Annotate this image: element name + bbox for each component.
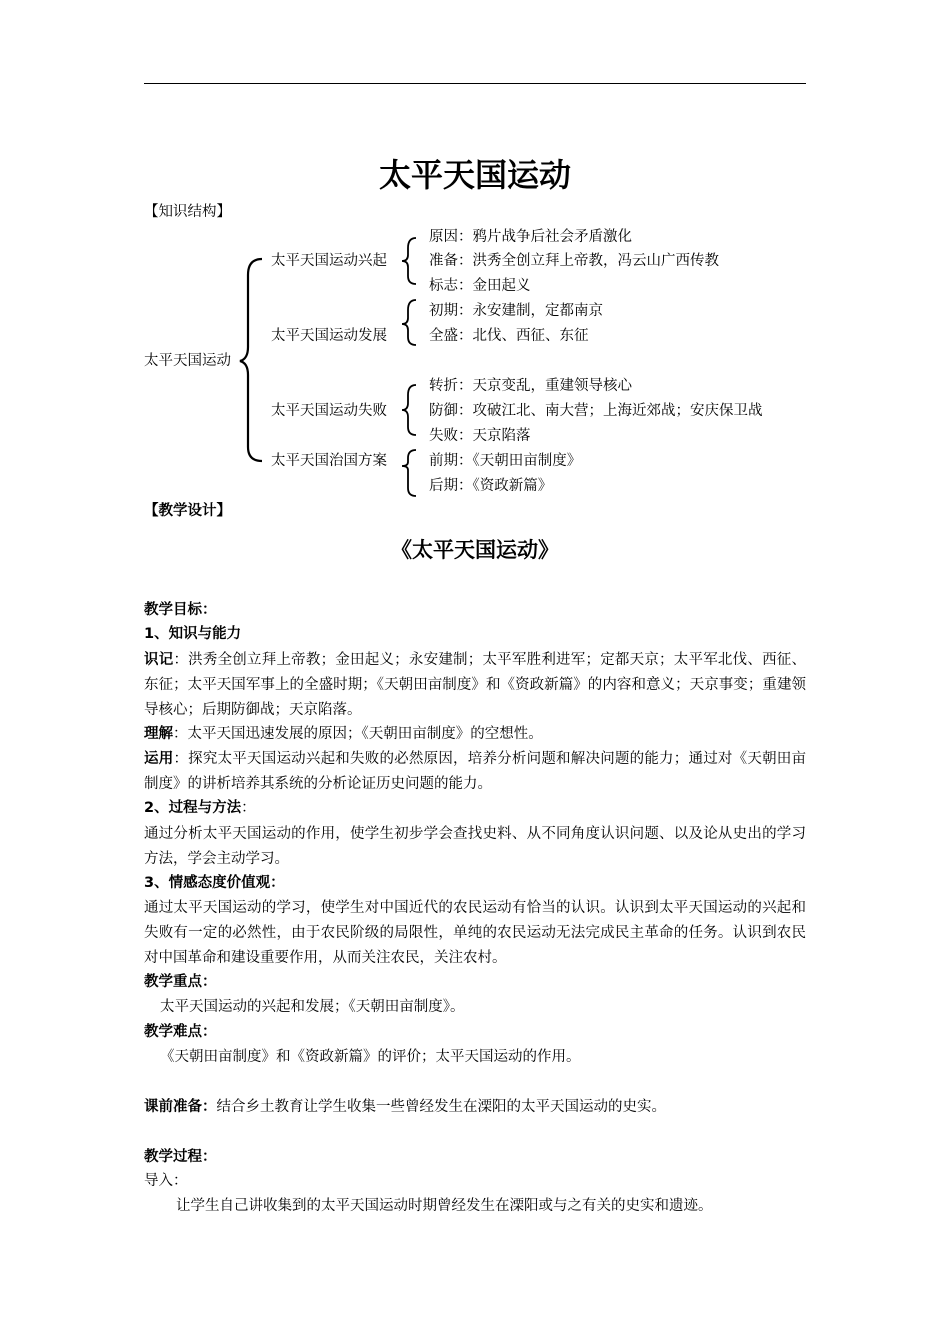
preparation-label: 课前准备：: [144, 1099, 217, 1115]
process-method-text: 通过分析太平天国运动的作用，使学生初步学会查找史料、从不同角度认识问题、以及论从史出的学习方法，学会主动学习。: [144, 826, 806, 867]
apply-label: 运用: [144, 751, 174, 767]
difficulties-heading: 教学难点：: [144, 1024, 217, 1040]
preparation-text: 结合乡土教育让学生收集一些曾经发生在溧阳的太平天国运动的史实。: [216, 1099, 666, 1115]
branch-item: 失败：天京陷落: [429, 428, 531, 444]
branch-item: 初期：永安建制，定都南京: [429, 303, 603, 319]
branch-item: 全盛：北伐、西征、东征: [429, 328, 589, 344]
recall-paragraph: [144, 648, 806, 723]
branch-label-rise: 太平天国运动兴起: [271, 253, 387, 269]
goals-heading: 教学目标：: [144, 602, 217, 618]
section-process-method: [144, 797, 256, 819]
section-values: 3、情感态度价值观：: [144, 875, 285, 891]
branch-item: 准备：洪秀全创立拜上帝教，冯云山广西传教: [429, 253, 719, 269]
page-title: 太平天国运动: [378, 156, 571, 194]
section-process-method-label: 2、过程与方法: [144, 800, 242, 816]
section-process-method-colon: ：: [241, 800, 256, 816]
knowledge-heading: 【知识结构】: [144, 204, 231, 220]
tree-root: 太平天国运动: [144, 353, 231, 369]
branch-item: 原因：鸦片战争后社会矛盾激化: [429, 229, 632, 245]
key-points-heading: 教学重点：: [144, 974, 217, 990]
recall-label: 识记: [144, 652, 174, 668]
understand-label: 理解: [144, 726, 173, 742]
understand-text: ：太平天国迅速发展的原因；《天朝田亩制度》的空想性。: [173, 726, 543, 742]
key-points-text: 太平天国运动的兴起和发展；《天朝田亩制度》。: [160, 999, 465, 1015]
branch-label-growth: 太平天国运动发展: [271, 328, 387, 344]
process-heading: 教学过程：: [144, 1149, 217, 1165]
intro-text: 让学生自己讲收集到的太平天国运动时期曾经发生在溧阳或与之有关的史实和遗迹。: [176, 1198, 713, 1214]
branch-item: 后期：《资政新篇》: [429, 478, 553, 494]
design-heading: 【教学设计】: [144, 503, 231, 519]
preparation-line: [144, 1096, 666, 1118]
branch-item: 标志：金田起义: [429, 278, 531, 294]
values-text: 通过太平天国运动的学习，使学生对中国近代的农民运动有恰当的认识。认识到太平天国运动的兴起和失败有一定的必然性，由于农民阶级的局限性，单纯的农民运动无法完成民主革命的任务。认识到农民对中国革命和建设重要作用，从而关注农民，关注农村。: [144, 900, 806, 966]
intro-label: 导入：: [144, 1173, 188, 1189]
branch-label-failure: 太平天国运动失败: [271, 403, 387, 419]
difficulties-text: 《天朝田亩制度》和《资政新篇》的评价；太平天国运动的作用。: [160, 1049, 581, 1065]
branch-item: 防御：攻破江北、南大营；上海近郊战；安庆保卫战: [429, 403, 763, 419]
branch-label-governance: 太平天国治国方案: [271, 453, 387, 469]
understand-paragraph: [144, 722, 806, 747]
design-title: 《太平天国运动》: [391, 538, 559, 562]
apply-paragraph: [144, 747, 806, 797]
section-knowledge-ability: 1、知识与能力: [144, 626, 242, 642]
recall-text: ：洪秀全创立拜上帝教；金田起义；永安建制；太平军胜利进军；定都天京；太平军北伐、西征、东征；太平天国军事上的全盛时期；《天朝田亩制度》和《资政新篇》的内容和意义；天京事变；重建领导核心；后期防御战；天京陷落。: [144, 652, 807, 718]
branch-item: 转折：天京变乱，重建领导核心: [429, 378, 632, 394]
branch-item: 前期：《天朝田亩制度》: [429, 453, 582, 469]
apply-text: ：探究太平天国运动兴起和失败的必然原因，培养分析问题和解决问题的能力；通过对《天朝田亩制度》的讲析培养其系统的分析论证历史问题的能力。: [144, 751, 807, 792]
